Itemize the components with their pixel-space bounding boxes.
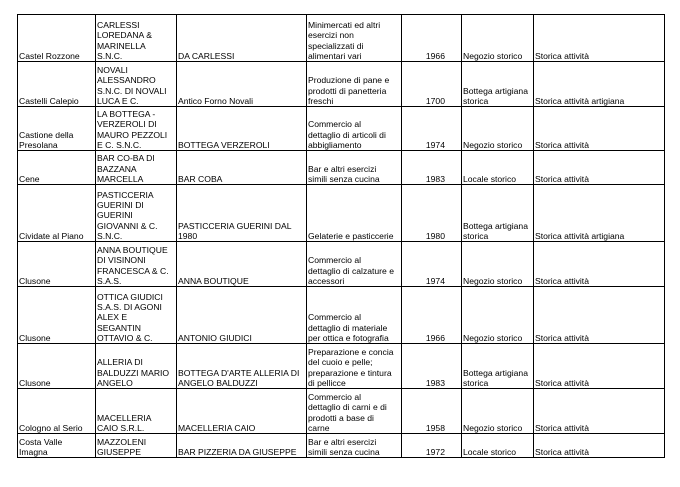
cell-tipologia: Bottega artigiana storica [462, 62, 534, 107]
cell-categoria: Storica attività [534, 389, 665, 434]
cell-insegna: DA CARLESSI [177, 15, 307, 62]
cell-insegna: ANTONIO GIUDICI [177, 287, 307, 344]
cell-tipologia: Negozio storico [462, 389, 534, 434]
cell-ragione-sociale: BAR CO-BA DI BAZZANA MARCELLA [96, 151, 177, 185]
cell-categoria: Storica attività [534, 151, 665, 185]
registry-table [17, 14, 665, 458]
cell-comune: Cene [18, 151, 96, 185]
cell-ragione-sociale: CARLESSI LOREDANA & MARINELLA S.N.C. [96, 15, 177, 62]
cell-categoria: Storica attività [534, 242, 665, 287]
cell-insegna: MACELLERIA CAIO [177, 389, 307, 434]
cell-attivita: Produzione di pane e prodotti di panetteria freschi [307, 62, 402, 107]
cell-categoria: Storica attività [534, 287, 665, 344]
table-row [18, 185, 665, 242]
cell-anno: 1700 [402, 62, 462, 107]
cell-tipologia: Negozio storico [462, 287, 534, 344]
cell-tipologia: Negozio storico [462, 242, 534, 287]
cell-insegna: BOTTEGA VERZEROLI [177, 107, 307, 151]
cell-comune: Castelli Calepio [18, 62, 96, 107]
cell-categoria: Storica attività artigiana [534, 185, 665, 242]
cell-anno: 1983 [402, 344, 462, 389]
table-row [18, 15, 665, 62]
table-row [18, 287, 665, 344]
cell-ragione-sociale: PASTICCERIA GUERINI DI GUERINI GIOVANNI & C. S.N.C. [96, 185, 177, 242]
table-row [18, 107, 665, 151]
cell-comune: Cologno al Serio [18, 389, 96, 434]
table-row [18, 344, 665, 389]
cell-insegna: BAR COBA [177, 151, 307, 185]
cell-comune: Cividate al Piano [18, 185, 96, 242]
cell-attivita: Commercio al dettaglio di calzature e accessori [307, 242, 402, 287]
table-row [18, 434, 665, 458]
cell-insegna: PASTICCERIA GUERINI DAL 1980 [177, 185, 307, 242]
cell-categoria: Storica attività [534, 15, 665, 62]
table-row [18, 151, 665, 185]
cell-comune: Castel Rozzone [18, 15, 96, 62]
cell-comune: Clusone [18, 287, 96, 344]
cell-attivita: Commercio al dettaglio di carni e di prodotti a base di carne [307, 389, 402, 434]
cell-ragione-sociale: NOVALI ALESSANDRO S.N.C. DI NOVALI LUCA E C. [96, 62, 177, 107]
cell-categoria: Storica attività [534, 344, 665, 389]
cell-attivita: Gelaterie e pasticcerie [307, 185, 402, 242]
cell-insegna: BAR PIZZERIA DA GIUSEPPE [177, 434, 307, 458]
cell-attivita: Preparazione e concia del cuoio e pelle; preparazione e tintura di pellicce [307, 344, 402, 389]
cell-categoria: Storica attività [534, 107, 665, 151]
cell-ragione-sociale: MACELLERIA CAIO S.R.L. [96, 389, 177, 434]
table-row [18, 62, 665, 107]
table-row [18, 242, 665, 287]
table-row [18, 389, 665, 434]
cell-comune: Clusone [18, 242, 96, 287]
cell-ragione-sociale: LA BOTTEGA - VERZEROLI DI MAURO PEZZOLI E C. S.N.C. [96, 107, 177, 151]
cell-anno: 1966 [402, 15, 462, 62]
cell-anno: 1972 [402, 434, 462, 458]
cell-tipologia: Negozio storico [462, 15, 534, 62]
cell-comune: Castione della Presolana [18, 107, 96, 151]
cell-insegna: Antico Forno Novali [177, 62, 307, 107]
cell-attivita: Commercio al dettaglio di articoli di abbigliamento [307, 107, 402, 151]
cell-insegna: BOTTEGA D'ARTE ALLERIA DI ANGELO BALDUZZI [177, 344, 307, 389]
cell-categoria: Storica attività [534, 434, 665, 458]
cell-ragione-sociale: OTTICA GIUDICI S.A.S. DI AGONI ALEX E SEGANTIN OTTAVIO & C. [96, 287, 177, 344]
registry-table-body [18, 15, 665, 458]
cell-attivita: Bar e altri esercizi simili senza cucina [307, 151, 402, 185]
cell-tipologia: Bottega artigiana storica [462, 185, 534, 242]
cell-attivita: Commercio al dettaglio di materiale per ottica e fotografia [307, 287, 402, 344]
cell-comune: Clusone [18, 344, 96, 389]
cell-anno: 1958 [402, 389, 462, 434]
cell-anno: 1983 [402, 151, 462, 185]
cell-anno: 1980 [402, 185, 462, 242]
cell-insegna: ANNA BOUTIQUE [177, 242, 307, 287]
cell-categoria: Storica attività artigiana [534, 62, 665, 107]
cell-attivita: Bar e altri esercizi simili senza cucina [307, 434, 402, 458]
cell-comune: Costa Valle Imagna [18, 434, 96, 458]
cell-tipologia: Bottega artigiana storica [462, 344, 534, 389]
cell-anno: 1974 [402, 107, 462, 151]
cell-ragione-sociale: MAZZOLENI GIUSEPPE [96, 434, 177, 458]
cell-tipologia: Locale storico [462, 434, 534, 458]
document-page [17, 14, 665, 458]
cell-ragione-sociale: ANNA BOUTIQUE DI VISINONI FRANCESCA & C. S.A.S. [96, 242, 177, 287]
cell-anno: 1974 [402, 242, 462, 287]
cell-tipologia: Locale storico [462, 151, 534, 185]
cell-tipologia: Negozio storico [462, 107, 534, 151]
cell-attivita: Minimercati ed altri esercizi non specializzati di alimentari vari [307, 15, 402, 62]
cell-anno: 1966 [402, 287, 462, 344]
cell-ragione-sociale: ALLERIA DI BALDUZZI MARIO ANGELO [96, 344, 177, 389]
